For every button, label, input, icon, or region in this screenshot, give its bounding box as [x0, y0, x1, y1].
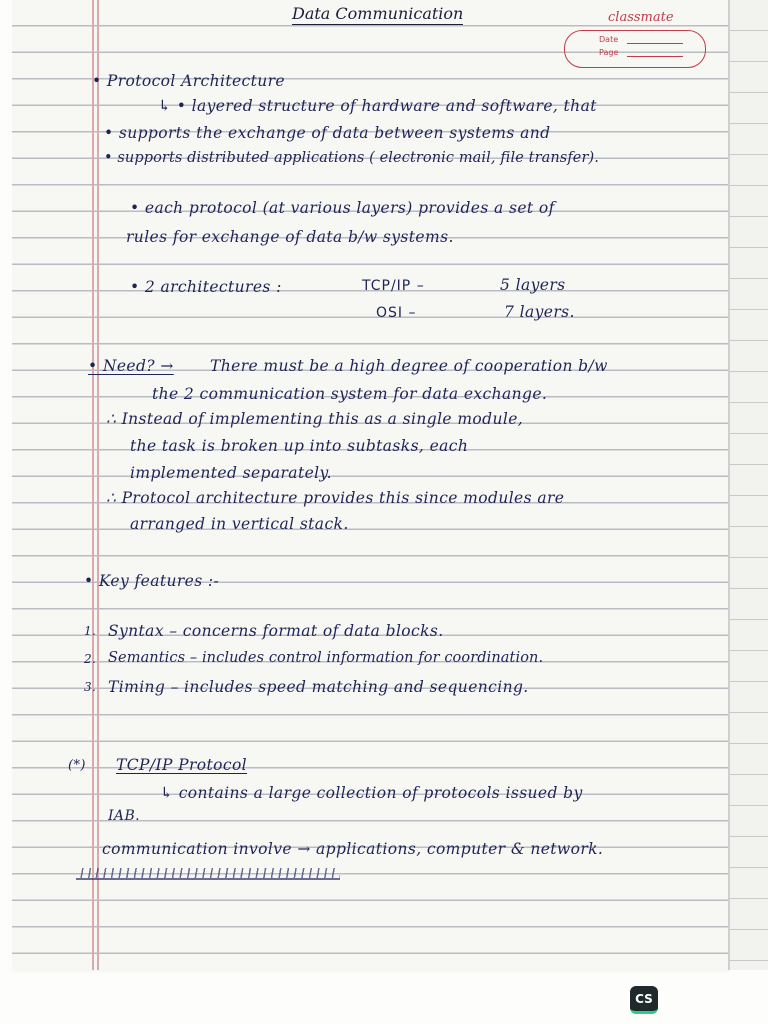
note-line: • supports the exchange of data between systems and	[104, 124, 551, 142]
list-number: 2.	[84, 652, 97, 666]
note-line: There must be a high degree of cooperation b/w	[210, 357, 608, 375]
note-line: • 2 architectures :	[130, 278, 282, 296]
brand-logo: classmate	[608, 10, 674, 25]
heading-key-features: • Key features :-	[84, 572, 220, 590]
page-edge	[728, 0, 768, 970]
note-line: IAB.	[108, 808, 140, 824]
note-line: ↳ contains a large collection of protocols issued by	[160, 784, 583, 802]
scribbled-out-text	[76, 868, 340, 880]
note-line: implemented separately.	[130, 464, 332, 482]
page-line	[627, 56, 683, 57]
notebook-page	[12, 0, 728, 970]
tcpip-layers: 5 layers	[500, 276, 566, 294]
asterisk-marker: (*)	[68, 758, 86, 773]
list-number: 1.	[84, 624, 97, 638]
page-title: Data Communication	[292, 4, 464, 23]
tcpip-label: TCP/IP –	[362, 278, 425, 294]
note-line: rules for exchange of data b/w systems.	[126, 228, 454, 246]
page-label: Page	[599, 48, 619, 57]
note-line: arranged in vertical stack.	[130, 515, 349, 533]
note-line: ∴ Instead of implementing this as a single module,	[106, 410, 524, 428]
list-item-timing: Timing – includes speed matching and sequencing.	[108, 678, 529, 696]
margin-line-2	[97, 0, 99, 970]
heading-tcpip-protocol: TCP/IP Protocol	[116, 756, 248, 774]
osi-label: OSI –	[376, 305, 417, 321]
date-page-box	[564, 30, 706, 68]
note-line: ↳ • layered structure of hardware and software, that	[158, 97, 597, 115]
list-item-syntax: Syntax – concerns format of data blocks.	[108, 622, 444, 640]
scanner-badge: CS	[630, 986, 658, 1014]
margin-line-1	[92, 0, 94, 970]
note-line: • supports distributed applications ( electronic mail, file transfer).	[104, 150, 599, 166]
note-line: the 2 communication system for data exchange.	[152, 385, 548, 403]
heading-protocol-architecture: • Protocol Architecture	[92, 72, 285, 90]
note-line: ∴ Protocol architecture provides this since modules are	[106, 489, 565, 507]
note-line: the task is broken up into subtasks, each	[130, 437, 469, 455]
list-item-semantics: Semantics – includes control information for coordination.	[108, 650, 544, 666]
date-label: Date	[599, 35, 619, 44]
date-line	[627, 43, 683, 44]
list-number: 3.	[84, 680, 97, 694]
osi-layers: 7 layers.	[504, 303, 575, 321]
note-line: • each protocol (at various layers) provides a set of	[130, 199, 555, 217]
note-line: communication involve → applications, computer & network.	[102, 840, 604, 858]
heading-need: • Need? →	[88, 357, 174, 375]
